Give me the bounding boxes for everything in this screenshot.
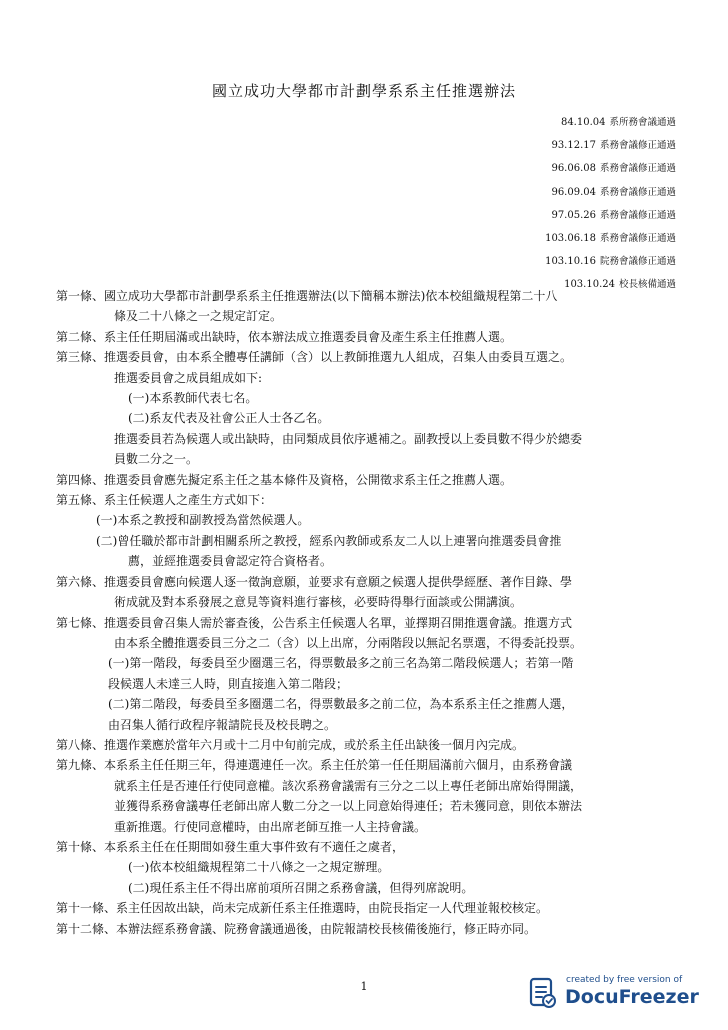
article-line: 術成就及對本系發展之意見等資料進行審核，必要時得舉行面談或公開講演。 — [114, 595, 523, 610]
article-line: 第五條、系主任候選人之產生方式如下： — [56, 493, 273, 508]
article-line: 並獲得系務會議專任老師出席人數二分之一以上同意始得連任；若未獲同意，則依本辦法 — [114, 799, 583, 814]
history-note: 系務會議修正通過 — [599, 163, 676, 175]
article-line: 第一條、國立成功大學都市計劃學系系主任推選辦法(以下簡稱本辦法)依本校組織規程第二十八 — [56, 289, 558, 303]
article-line: 推選委員若為候選人或出缺時，由同類成員依序遞補之。副教授以上委員數不得少於總委 — [114, 431, 583, 446]
history-note: 系務會議修正通過 — [599, 232, 676, 244]
history-note: 系務會議修正通過 — [599, 140, 676, 152]
article-line: 段候選人未達三人時，則直接進入第二階段； — [108, 676, 349, 691]
history-note: 系務會議修正通過 — [599, 209, 676, 221]
history-date: 84.10.04 — [560, 117, 606, 128]
article-line: 第十二條、本辦法經系務會議、院務會議通過後，由院報請校長核備後施行，修正時亦同。 — [56, 921, 537, 936]
article-line: 第十一條、系主任因故出缺，尚未完成新任系主任推選時，由院長指定一人代理並報校核定。 — [56, 901, 549, 916]
article-line: 重新推選。行使同意權時，由出席老師互推一人主持會議。 — [114, 819, 427, 834]
article-list — [56, 286, 680, 939]
article-line: 由本系全體推選委員三分之二（含）以上出席，分兩階段以無記名票選，不得委託投票。 — [114, 635, 583, 650]
revision-history — [376, 111, 676, 297]
history-line — [376, 227, 676, 250]
article-line: 員數二分之一。 — [114, 452, 199, 467]
history-date: 103.10.16 — [545, 256, 596, 268]
watermark-brand: DocuFreezer — [565, 986, 699, 1008]
history-date: 93.12.17 — [551, 140, 596, 152]
article-line: 第二條、系主任任期屆滿或出缺時，依本辦法成立推選委員會及產生系主任推薦人選。 — [56, 329, 513, 344]
history-line — [376, 157, 676, 180]
article-line: (一)第一階段，每委員至少圈選三名，得票數最多之前三名為第二階段候選人；若第一階 — [108, 656, 574, 671]
history-line — [376, 111, 676, 134]
history-line — [376, 181, 676, 204]
history-note: 院務會議修正通過 — [599, 256, 676, 268]
history-date: 103.10.24 — [564, 279, 615, 291]
history-date: 97.05.26 — [551, 209, 596, 221]
article-line: 第九條、本系系主任任期三年，得連選連任一次。系主任於第一任任期屆滿前六個月，由系務會議 — [56, 758, 573, 773]
history-note: 系所務會議通過 — [609, 117, 676, 128]
docufreezer-logo-icon — [526, 976, 558, 1010]
history-line — [376, 204, 676, 227]
article-line: 由召集人循行政程序報請院長及校長聘之。 — [108, 717, 337, 732]
article-line: 第八條、推選作業應於當年六月或十二月中旬前完成，或於系主任出缺後一個月內完成。 — [56, 737, 525, 752]
history-line — [376, 134, 676, 157]
article-line: 第四條、推選委員會應先擬定系主任之基本條件及資格，公開徵求系主任之推薦人選。 — [56, 472, 513, 487]
history-date: 103.06.18 — [545, 232, 596, 244]
article-line: (一)依本校組織規程第二十八條之一之規定辦理。 — [128, 860, 390, 875]
watermark — [526, 974, 716, 1014]
history-note: 校長核備通過 — [618, 279, 676, 291]
history-date: 96.06.08 — [551, 163, 596, 175]
article-line: 薦，並經推選委員會認定符合資格者。 — [128, 554, 333, 569]
article-line: 第七條、推選委員會召集人需於審查後，公告系主任候選人名單，並擇期召開推選會議。推選方式 — [56, 615, 573, 630]
article-line: (一)本系之教授和副教授為當然候選人。 — [96, 513, 310, 528]
history-date: 96.09.04 — [551, 186, 596, 198]
article-line: 推選委員會之成員組成如下: — [114, 370, 263, 385]
watermark-caption: created by free version of — [566, 975, 683, 985]
article-line: (二)現任系主任不得出席前項所召開之系務會議，但得列席說明。 — [128, 880, 474, 895]
history-line — [376, 250, 676, 273]
article-line: 第十條、本系系主任在任期間如發生重大事件致有不適任之虞者， — [56, 839, 405, 854]
document-title: 國立成功大學都市計劃學系系主任推選辦法 — [211, 82, 516, 100]
article-line: (二)第二階段，每委員至多圈選二名，得票數最多之前二位，為本系系主任之推薦人選， — [108, 697, 574, 712]
article-line: (二)曾任職於都市計劃相關系所之教授，經系內教師或系友二人以上連署向推選委員會推 — [96, 533, 562, 548]
article-line: (二)系友代表及社會公正人士各乙名。 — [128, 411, 330, 426]
article-line: (一)本系教師代表七名。 — [128, 391, 258, 406]
article-line: 就系主任是否連任行使同意權。該次系務會議需有三分之二以上專任老師出席始得開議， — [114, 778, 583, 793]
article-line: 條及二十八條之一之規定訂定。 — [114, 309, 283, 324]
article-line: 第三條、推選委員會，由本系全體專任講師（含）以上教師推選九人組成，召集人由委員互選之。 — [56, 350, 573, 365]
article-line: 第六條、推選委員會應向候選人逐一徵詢意願，並要求有意願之候選人提供學經歷、著作目錄、學 — [56, 574, 573, 589]
history-note: 系務會議修正通過 — [599, 186, 676, 198]
page-number: 1 — [360, 980, 368, 993]
